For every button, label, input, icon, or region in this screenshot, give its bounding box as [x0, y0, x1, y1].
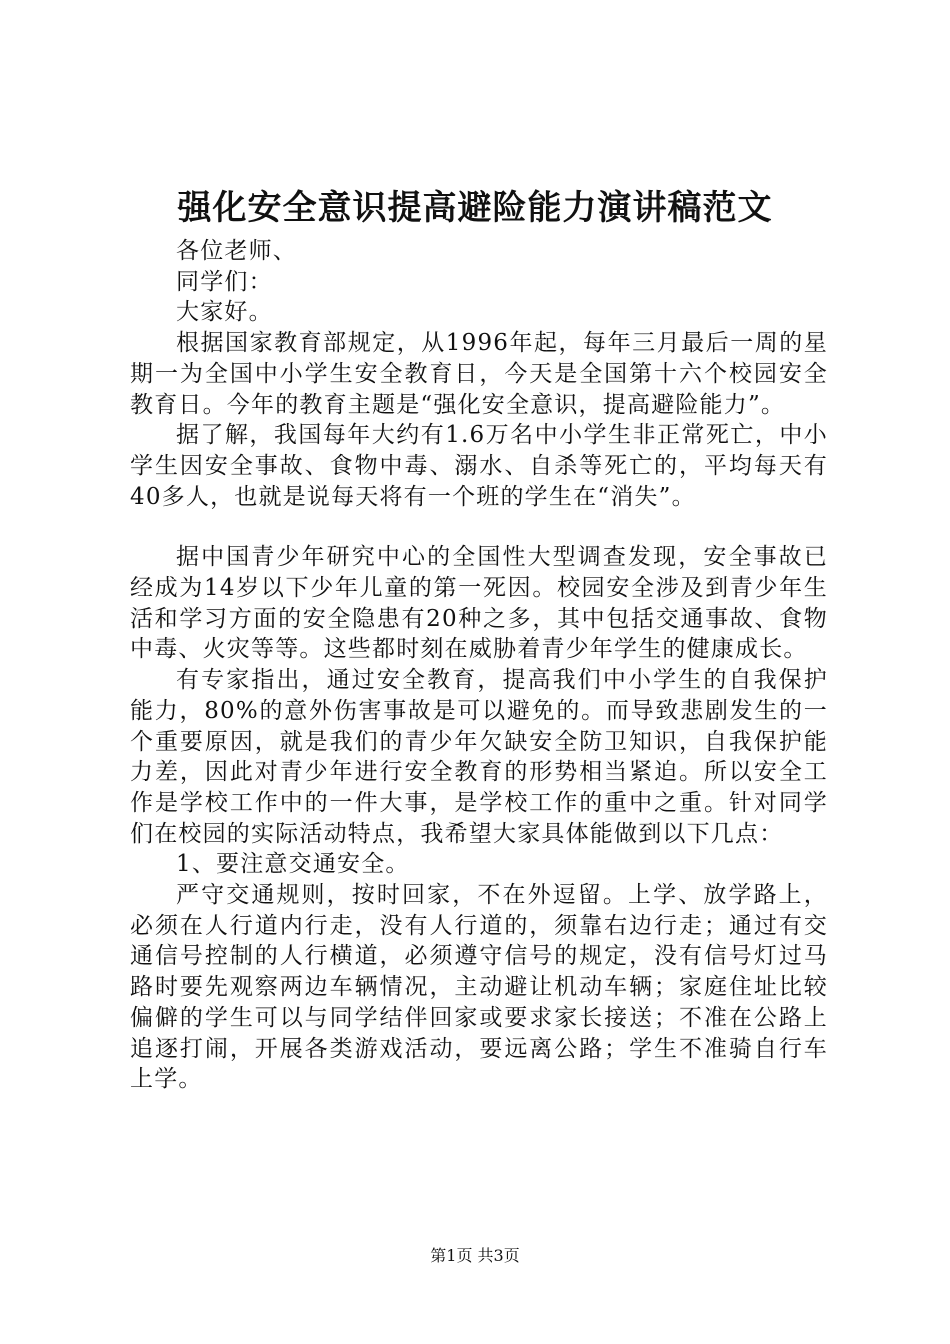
paragraph-traffic-rules: 严守交通规则，按时回家，不在外逗留。上学、放学路上，必须在人行道内行走，没有人行道的，须靠右边行走；通过有交通信号控制的人行横道，必须遵守信号的规定，没有信号灯过马路时要先观察两边车辆情况，主动避让机动车辆；家庭住址比较偏僻的学生可以与同学结伴回家或要求家长接送；不准在公路上追逐打闹，开展各类游戏活动，要远离公路；学生不准骑自行车上学。 [130, 882, 828, 1093]
greeting: 大家好。 [176, 299, 273, 326]
salutation-teachers: 各位老师、 [176, 238, 297, 264]
paragraph-experts: 有专家指出，通过安全教育，提高我们中小学生的自我保护能力，80%的意外伤害事故是可以避免的。而导致悲剧发生的一个重要原因，就是我们的青少年欠缺安全防卫知识，自我保护能力差，因此对青少年进行安全教育的形势相当紧迫。所以安全工作是学校工作中的一件大事，是学校工作的重中之重。针对同学们在校园的实际活动特点，我希望大家具体能做到以下几点： [130, 667, 828, 847]
page-number-footer: 第1页 共3页 [430, 1246, 520, 1265]
paragraph-statistics: 据了解，我国每年大约有1.6万名中小学生非正常死亡，中小学生因安全事故、食物中毒、溺水、自杀等死亡的，平均每天有40多人，也就是说每天将有一个班的学生在“消失”。 [130, 422, 828, 510]
paragraph-safety-day: 根据国家教育部规定，从1996年起，每年三月最后一周的星期一为全国中小学生安全教育日，今天是全国第十六个校园安全教育日。今年的教育主题是“强化安全意识，提高避险能力”。 [130, 330, 828, 418]
paragraph-survey: 据中国青少年研究中心的全国性大型调查发现，安全事故已经成为14岁以下少年儿童的第一死因。校园安全涉及到青少年生活和学习方面的安全隐患有20种之多，其中包括交通事故、食物中毒、火灾等等。这些都时刻在威胁着青少年学生的健康成长。 [130, 544, 828, 663]
salutation-students: 同学们： [176, 268, 273, 295]
document-title: 强化安全意识提高避险能力演讲稿范文 [177, 188, 773, 228]
heading-traffic-safety: 1、要注意交通安全。 [176, 851, 410, 878]
document-body [130, 236, 828, 1095]
